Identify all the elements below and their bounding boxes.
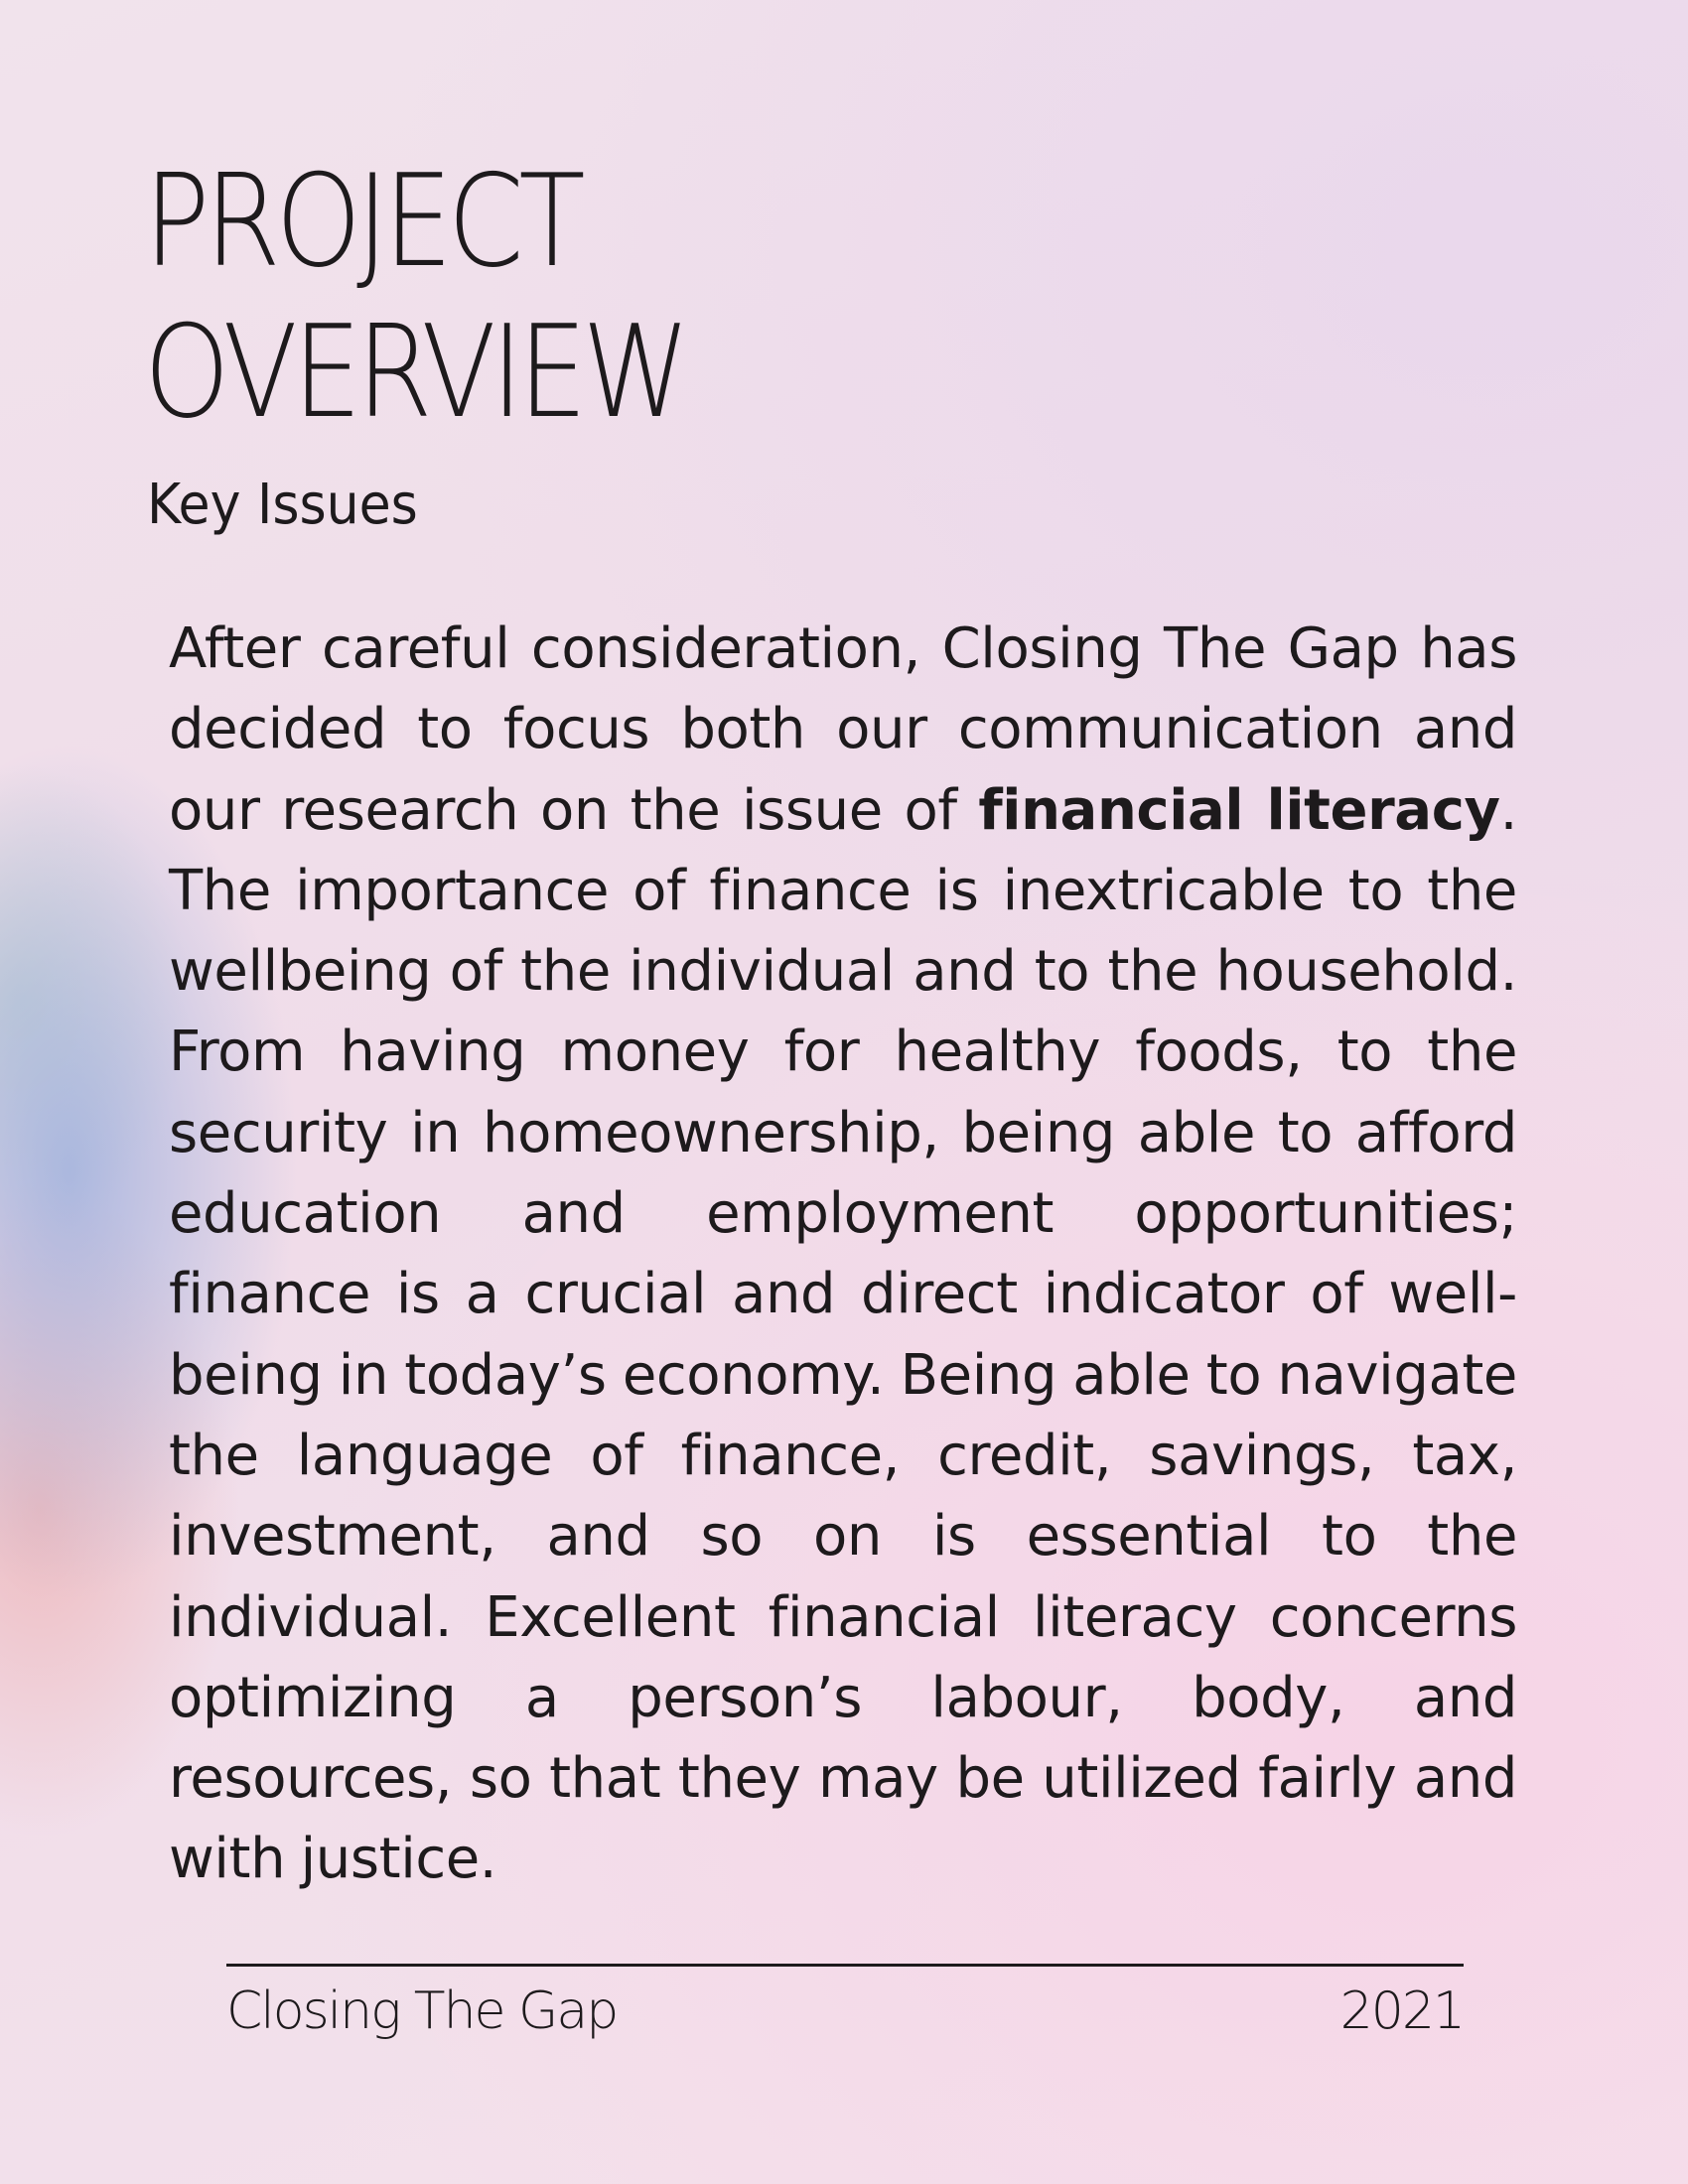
section-subheading: Key Issues [147, 473, 418, 537]
page-title [144, 147, 685, 449]
body-text-emphasis: financial literacy [978, 777, 1500, 843]
body-paragraph [169, 609, 1517, 1900]
footer-divider [226, 1964, 1464, 1967]
page-title-line-1: PROJECT [144, 148, 581, 296]
footer-year: 2021 [1339, 1981, 1464, 2041]
page-title-line-2: OVERVIEW [144, 299, 685, 447]
footer-organization: Closing The Gap [226, 1981, 618, 2041]
body-text-intro: After careful consideration, Closing The Gap has decided to focus both our communication and our research on the issue of [169, 616, 1517, 843]
body-text-rest: . The importance of finance is inextricable to the wellbeing of the individual and to the household. From having money for healthy foods, to the security in homeownership, being able to afford education and employment opportunities; finance is a crucial and direct indicator of well-being in today’s economy. Being able to navigate the language of finance, credit, savings, tax, investment, and so on is essential to the individual. Excellent financial literacy concerns optimizing a person’s labour, body, and resources, so that they may be utilized fairly and with justice. [169, 777, 1517, 1892]
